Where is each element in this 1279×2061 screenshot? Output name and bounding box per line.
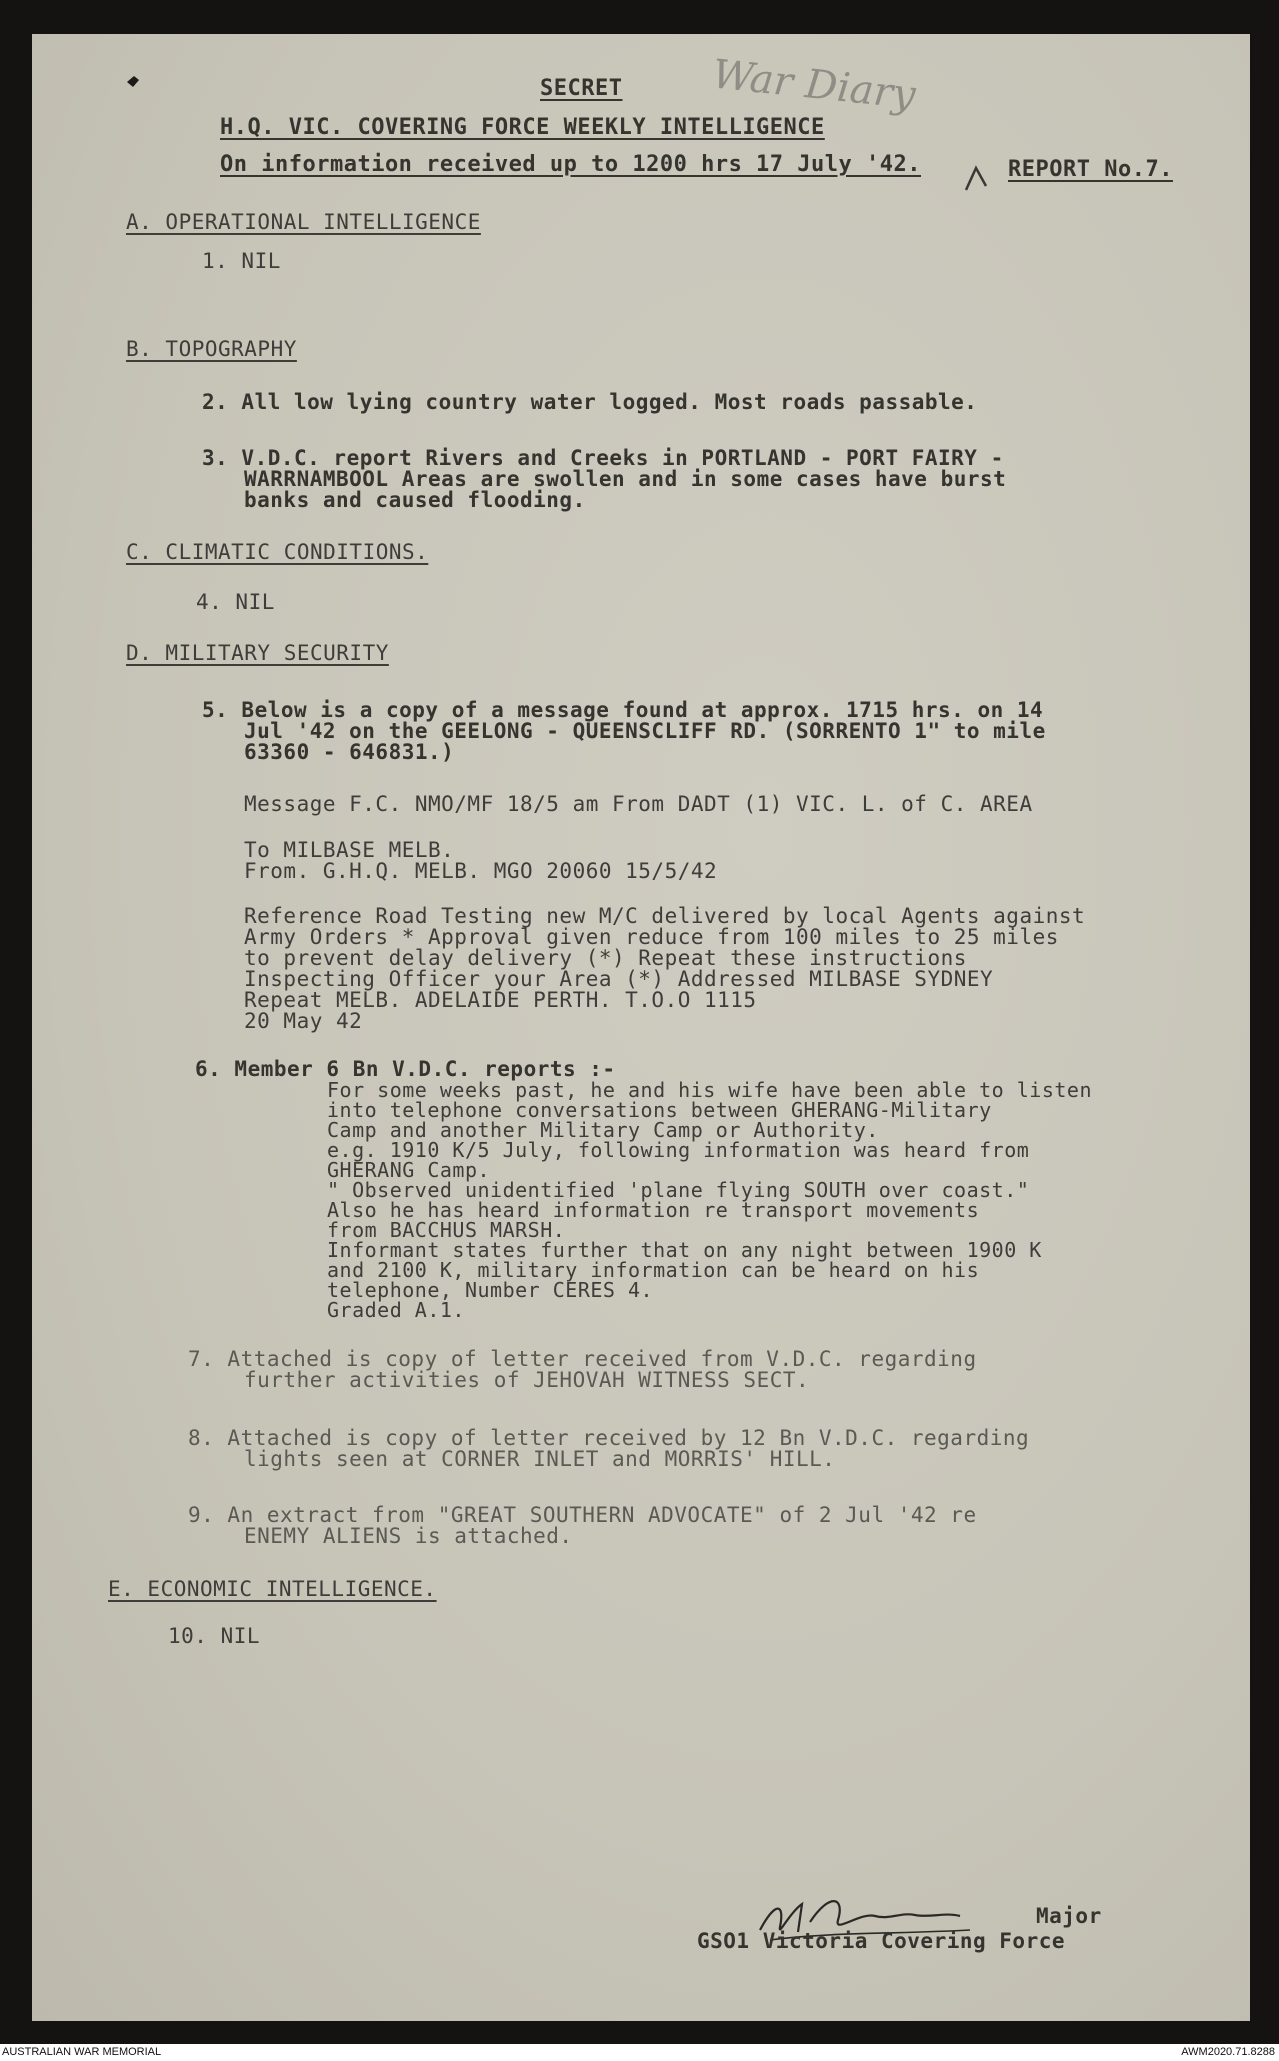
classification: SECRET (540, 76, 623, 101)
item-3-line-2: WARRNAMBOOL Areas are swollen and in some cases have burst (244, 467, 1007, 491)
section-d-heading: D. MILITARY SECURITY (126, 641, 389, 665)
signatory-title: GSO1 Victoria Covering Force (697, 1929, 1066, 1953)
document-page (32, 34, 1250, 2021)
reference-line-5: Repeat MELB. ADELAIDE PERTH. T.O.O 1115 (244, 988, 757, 1012)
item-6-line-3: Camp and another Military Camp or Authority. (327, 1118, 879, 1142)
item-6-line-5: GHERANG Camp. (327, 1158, 491, 1182)
reference-line-6: 20 May 42 (244, 1009, 363, 1033)
item-6-line-1: For some weeks past, he and his wife have been able to listen (327, 1078, 1093, 1102)
message-line-3: From. G.H.Q. MELB. MGO 20060 15/5/42 (244, 859, 718, 883)
handwritten-note: War Diary (710, 51, 918, 119)
item-6-line-4: e.g. 1910 K/5 July, following information was heard from (327, 1138, 1030, 1162)
item-6-heading: 6. Member 6 Bn V.D.C. reports :- (195, 1057, 616, 1081)
item-6-line-7: Also he has heard information re transport movements (327, 1198, 980, 1222)
message-line-1: Message F.C. NMO/MF 18/5 am From DADT (1) VIC. L. of C. AREA (244, 792, 1033, 816)
item-8-line-2: lights seen at CORNER INLET and MORRIS' HILL. (244, 1447, 836, 1471)
signatory-rank: Major (1036, 1904, 1102, 1928)
reference-line-3: to prevent delay delivery (*) Repeat these instructions (244, 946, 967, 970)
caret-mark (962, 164, 990, 194)
item-6-line-2: into telephone conversations between GHERANG-Military (327, 1098, 992, 1122)
reference-line-1: Reference Road Testing new M/C delivered by local Agents against (244, 904, 1086, 928)
item-9-line-1: 9. An extract from "GREAT SOUTHERN ADVOCATE" of 2 Jul '42 re (188, 1503, 977, 1527)
section-e-heading: E. ECONOMIC INTELLIGENCE. (108, 1577, 437, 1601)
message-line-2: To MILBASE MELB. (244, 838, 455, 862)
report-number: REPORT No.7. (1008, 157, 1173, 182)
item-7-line-2: further activities of JEHOVAH WITNESS SECT. (244, 1368, 810, 1392)
item-10: 10. NIL (168, 1624, 261, 1648)
reference-line-4: Inspecting Officer your Area (*) Addressed MILBASE SYDNEY (244, 967, 994, 991)
item-4: 4. NIL (196, 590, 275, 614)
item-3-line-3: banks and caused flooding. (244, 488, 586, 512)
item-2: 2. All low lying country water logged. Most roads passable. (202, 390, 978, 414)
item-6-line-6: " Observed unidentified 'plane flying SOUTH over coast." (327, 1178, 1030, 1202)
item-6-line-8: from BACCHUS MARSH. (327, 1218, 566, 1242)
item-8-line-1: 8. Attached is copy of letter received by 12 Bn V.D.C. regarding (188, 1426, 1030, 1450)
footer-accession-number: AWM2020.71.8288 (1181, 2046, 1275, 2058)
item-9-line-2: ENEMY ALIENS is attached. (244, 1524, 573, 1548)
footer-institution: AUSTRALIAN WAR MEMORIAL (2, 2046, 162, 2058)
report-subtitle: On information received up to 1200 hrs 17 July '42. (220, 152, 922, 177)
item-6-line-10: and 2100 K, military information can be heard on his (327, 1258, 980, 1282)
item-5-line-2: Jul '42 on the GEELONG - QUEENSCLIFF RD. (SORRENTO 1" to mile (244, 719, 1046, 743)
item-7-line-1: 7. Attached is copy of letter received from V.D.C. regarding (188, 1347, 977, 1371)
ink-mark (124, 72, 144, 92)
item-6-line-9: Informant states further that on any night between 1900 K (327, 1238, 1042, 1262)
item-6-line-11: telephone, Number CERES 4. (327, 1278, 654, 1302)
section-c-heading: C. CLIMATIC CONDITIONS. (126, 540, 429, 564)
item-5-line-1: 5. Below is a copy of a message found at approx. 1715 hrs. on 14 (202, 698, 1044, 722)
item-5-line-3: 63360 - 646831.) (244, 740, 455, 764)
section-a-heading: A. OPERATIONAL INTELLIGENCE (126, 210, 481, 234)
item-1: 1. NIL (202, 249, 281, 273)
item-6-line-12: Graded A.1. (327, 1298, 465, 1322)
section-b-heading: B. TOPOGRAPHY (126, 337, 297, 361)
reference-line-2: Army Orders * Approval given reduce from 100 miles to 25 miles (244, 925, 1059, 949)
item-3-line-1: 3. V.D.C. report Rivers and Creeks in PORTLAND - PORT FAIRY - (202, 446, 1004, 470)
report-title: H.Q. VIC. COVERING FORCE WEEKLY INTELLIGENCE (220, 115, 825, 140)
